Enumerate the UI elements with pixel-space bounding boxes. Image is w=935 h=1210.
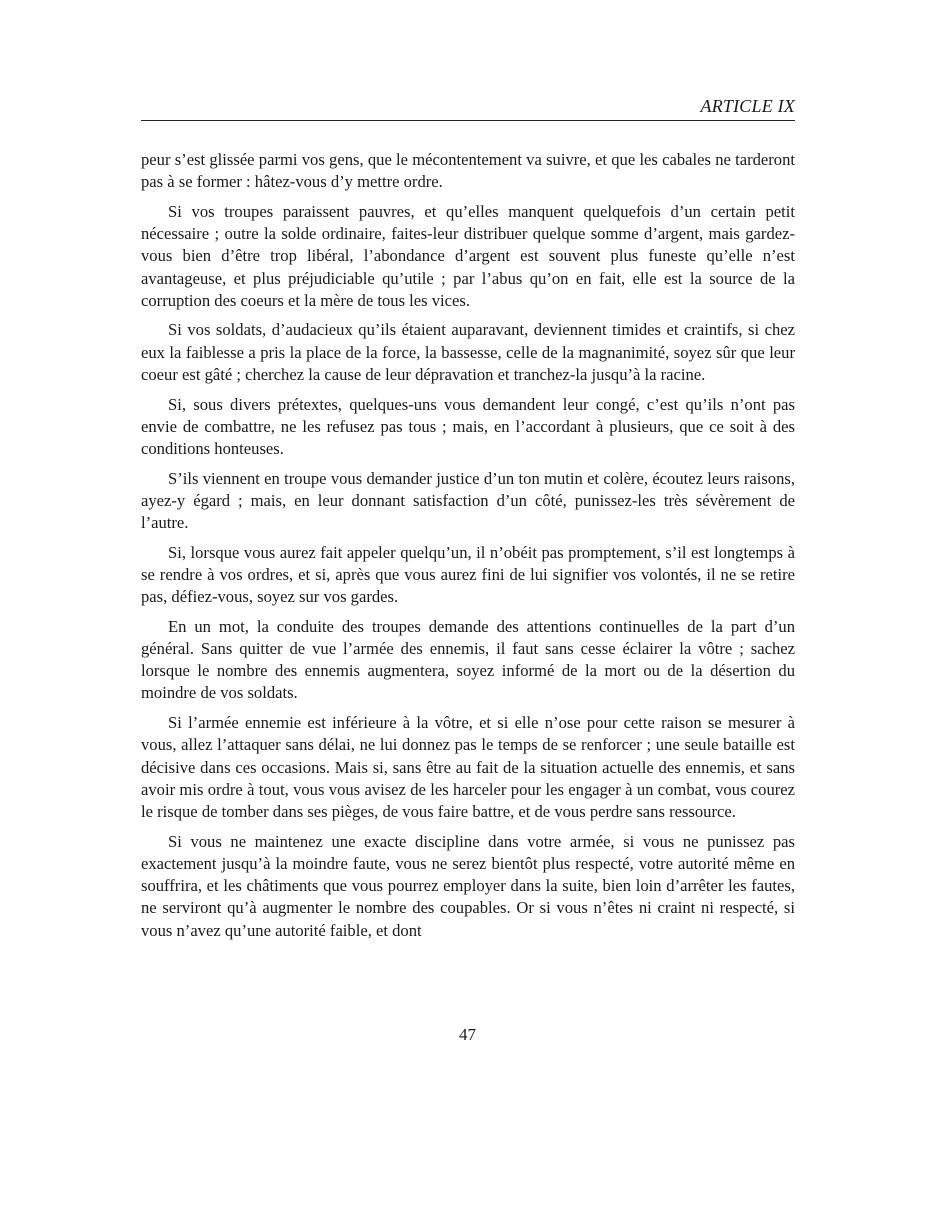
- paragraph: Si l’armée ennemie est inférieure à la vôtre, et si elle n’ose pour cette raison se mesurer à vous, allez l’attaquer sans délai, ne lui donnez pas le temps de se renforcer ; une seule bataille est décisive dans ces occasions. Mais si, sans être au fait de la situation actuelle des ennemis, et sans avoir mis ordre à tout, vous vous avisez de les harceler pour les engager à un combat, vous courez le risque de tomber dans ses pièges, de vous faire battre, et de vous perdre sans ressource.: [141, 713, 795, 821]
- paragraph: S’ils viennent en troupe vous demander justice d’un ton mutin et colère, écoutez leurs raisons, ayez-y égard ; mais, en leur donnant satisfaction d’un côté, punissez-les très sévèrement de l’autre.: [141, 468, 795, 533]
- paragraph: Si vos soldats, d’audacieux qu’ils étaient auparavant, deviennent timides et craintifs, si chez eux la faiblesse a pris la place de la force, la bassesse, celle de la magnanimité, soyez sûr que leur coeur est gâté ; cherchez la cause de leur dépravation et tranchez-la jusqu’à la racine.: [141, 320, 795, 384]
- page-number: 47: [459, 1025, 476, 1044]
- paragraph: En un mot, la conduite des troupes demande des attentions continuelles de la part d’un général. Sans quitter de vue l’armée des ennemis, il faut sans cesse éclairer la vôtre ; sachez lorsque le nombre des ennemis augmentera, soyez informé de la mort ou de la désertion du moindre de vos soldats.: [141, 616, 795, 703]
- paragraph: Si vous ne maintenez une exacte discipline dans votre armée, si vous ne punissez pas exactement jusqu’à la moindre faute, vous ne serez bientôt plus respecté, votre autorité même en souffrira, et les châtiments que vous pourrez employer dans la suite, bien loin d’arrêter les fautes, ne serviront qu’à augmenter le nombre des coupables. Or si vous n’êtes ni craint ni respecté, si vous n’avez qu’une autorité faible, et dont: [141, 831, 795, 940]
- paragraph: peur s’est glissée parmi vos gens, que le mécontentement va suivre, et que les cabales ne tarderont pas à se former : hâtez-vous d’y mettre ordre.: [141, 150, 795, 192]
- paragraph: Si vos troupes paraissent pauvres, et qu’elles manquent quelquefois d’un certain petit nécessaire ; outre la solde ordinaire, faites-leur distribuer quelque somme d’argent, mais gardez-vous bien d’être trop libéral, l’abondance d’argent est souvent plus funeste qu’elle n’est avantageuse, et plus préjudiciable qu’utile ; par l’abus qu’on en fait, elle est la source de la corruption des coeurs et la mère de tous les vices.: [141, 201, 795, 310]
- body-text: [141, 149, 795, 949]
- paragraph: Si, lorsque vous aurez fait appeler quelqu’un, il n’obéit pas promptement, s’il est longtemps à se rendre à vos ordres, et si, après que vous aurez fini de lui signifier vos volontés, il ne se retire pas, défiez-vous, soyez sur vos gardes.: [141, 542, 795, 607]
- paragraph: Si, sous divers prétextes, quelques-uns vous demandent leur congé, c’est qu’ils n’ont pas envie de combattre, ne les refusez pas tous ; mais, en l’accordant à plusieurs, que ce soit à des conditions honteuses.: [141, 394, 795, 458]
- running-header: ARTICLE IX: [141, 94, 795, 121]
